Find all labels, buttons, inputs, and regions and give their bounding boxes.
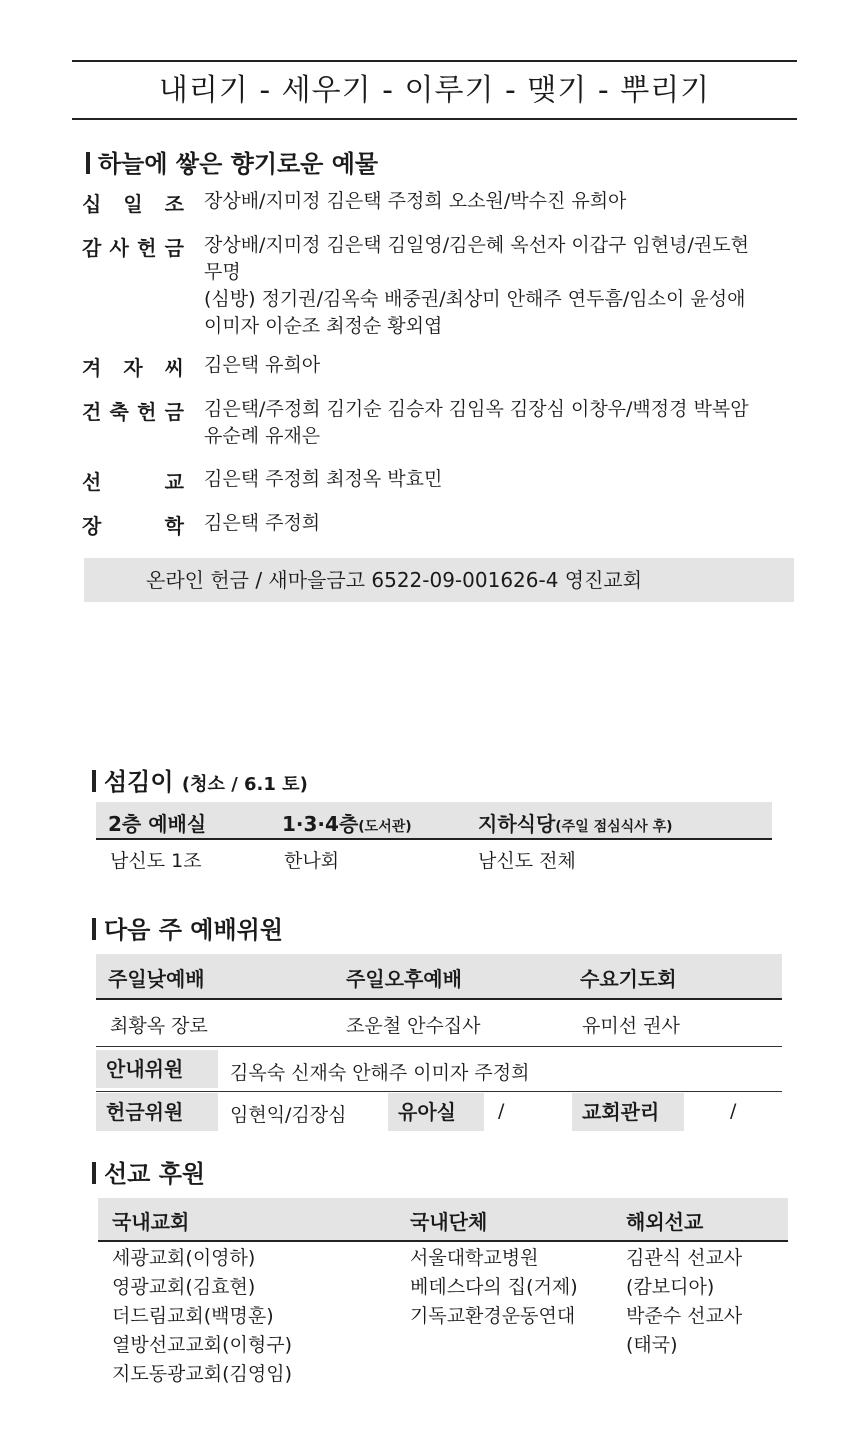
domestic-orgs-list — [410, 1244, 578, 1331]
mission-list-item: (캄보디아) — [626, 1276, 715, 1298]
mission-list-item: 지도동광교회(김영임) — [112, 1363, 293, 1385]
serving-header-rule — [96, 838, 772, 840]
offering-label-char: 학 — [164, 514, 184, 538]
offering-names-line: 김은택 주정희 최정옥 박효민 — [204, 468, 443, 490]
offering-label-char: 헌 — [137, 236, 157, 260]
offering-row-names — [204, 396, 749, 450]
header-sunday-afternoon: 주일오후예배 — [346, 967, 462, 991]
offering-label-char: 장 — [82, 514, 102, 538]
offering-label-char: 건 — [82, 400, 102, 424]
offering-label-char: 금 — [164, 236, 184, 260]
offering-row-label — [82, 510, 184, 539]
offering-committee-label: 헌금위원 — [96, 1093, 218, 1131]
online-offering-banner: 온라인 헌금 / 새마을금고 6522-09-001626-4 영진교회 — [84, 558, 794, 602]
motto-banner: 내리기 - 세우기 - 이루기 - 맺기 - 뿌리기 — [158, 73, 711, 108]
offering-label-char: 자 — [123, 356, 143, 380]
offering-row — [82, 510, 797, 539]
mission-list-item: 더드림교회(백명훈) — [112, 1305, 274, 1327]
offering-label-char: 감 — [82, 236, 102, 260]
mission-title-text: 선교 후원 — [104, 1160, 206, 1188]
header-overseas-mission: 해외선교 — [626, 1210, 704, 1234]
serving-value-floor134: 한나회 — [284, 850, 340, 872]
offering-title-text: 하늘에 쌓은 향기로운 예물 — [98, 150, 379, 178]
offering-label-char: 헌 — [137, 400, 157, 424]
section-bar-icon — [86, 152, 90, 174]
offering-row-names — [204, 352, 320, 381]
mission-list-item: 서울대학교병원 — [410, 1247, 539, 1269]
mission-list-item: 열방선교교회(이형구) — [112, 1334, 293, 1356]
nursery-value: / — [498, 1100, 505, 1122]
serving-value-floor2: 남신도 1조 — [110, 850, 202, 872]
serving-header-basement-sub: (주일 점심식사 후) — [555, 819, 673, 835]
next-week-header-rule — [96, 998, 782, 1000]
overseas-mission-list — [626, 1244, 742, 1360]
offering-row — [82, 466, 797, 495]
nursery-label: 유아실 — [388, 1093, 484, 1131]
section-bar-icon — [92, 770, 96, 792]
offering-names-line: 김은택 주정희 — [204, 512, 321, 534]
header-domestic-orgs: 국내단체 — [410, 1210, 488, 1234]
guide-value: 김옥숙 신재숙 안해주 이미자 주정희 — [230, 1062, 530, 1084]
offering-label-char: 십 — [82, 192, 102, 216]
next-week-row-rule-2 — [96, 1091, 782, 1092]
serving-value-basement: 남신도 전체 — [478, 850, 576, 872]
offering-row-label — [82, 188, 184, 217]
offering-row-names — [204, 466, 442, 495]
offering-committee-value: 임현익/김장심 — [230, 1104, 347, 1126]
mission-section-title — [92, 1154, 205, 1189]
offering-row — [82, 232, 797, 340]
offering-names-line: 김은택/주정희 김기순 김승자 김임옥 김장심 이창우/백정경 박복암 — [204, 398, 749, 420]
section-bar-icon — [92, 918, 96, 940]
mission-list-item: 김관식 선교사 — [626, 1247, 743, 1269]
offering-section-title — [86, 144, 378, 179]
offering-row-names — [204, 510, 320, 539]
offering-names-line: 장상배/지미정 김은택 주정희 오소원/박수진 유희아 — [204, 190, 627, 212]
mission-list-item: 박준수 선교사 — [626, 1305, 743, 1327]
church-admin-label: 교회관리 — [572, 1093, 684, 1131]
value-sunday-morning: 최황옥 장로 — [110, 1015, 208, 1037]
offering-names-line: 유순례 유재은 — [204, 425, 321, 447]
serving-title-text: 섬김이 — [104, 768, 174, 796]
offering-label-char: 씨 — [164, 356, 184, 380]
offering-row — [82, 352, 797, 381]
banner-bottom-rule — [72, 118, 797, 120]
mission-header-rule — [98, 1240, 788, 1242]
next-week-title-text: 다음 주 예배위원 — [104, 916, 283, 944]
value-sunday-afternoon: 조운철 안수집사 — [346, 1015, 481, 1037]
offering-label-char: 선 — [82, 470, 102, 494]
next-week-section-title — [92, 910, 283, 945]
offering-names-line: 장상배/지미정 김은택 김일영/김은혜 옥선자 이갑구 임현녕/권도현 — [204, 234, 749, 256]
offering-row-label — [82, 396, 184, 450]
offering-label-char: 일 — [123, 192, 143, 216]
header-sunday-morning: 주일낮예배 — [108, 967, 205, 991]
offering-row-label — [82, 466, 184, 495]
serving-header-basement-text: 지하식당 — [478, 812, 556, 836]
offering-row-label — [82, 352, 184, 381]
mission-list-item: 기독교환경운동연대 — [410, 1305, 576, 1327]
mission-list-item: 영광교회(김효현) — [112, 1276, 256, 1298]
mission-list-item: 베데스다의 집(거제) — [410, 1276, 578, 1298]
mission-list-item: 세광교회(이영하) — [112, 1247, 256, 1269]
offering-label-char: 축 — [109, 400, 129, 424]
mission-list-item: (태국) — [626, 1334, 678, 1356]
serving-header-floor134 — [282, 808, 412, 837]
serving-section-title — [92, 762, 308, 797]
serving-header-floor2-text: 2층 예배실 — [108, 812, 207, 836]
offering-label-char: 사 — [109, 236, 129, 260]
offering-row — [82, 188, 797, 217]
value-wednesday-prayer: 유미선 권사 — [582, 1015, 680, 1037]
top-rule — [72, 60, 797, 62]
domestic-churches-list — [112, 1244, 292, 1389]
offering-label-char: 금 — [164, 400, 184, 424]
section-bar-icon — [92, 1162, 96, 1184]
offering-row-names — [204, 232, 749, 340]
offering-names-line: (심방) 정기권/김옥숙 배중권/최상미 안해주 연두흠/임소이 윤성애 — [204, 288, 746, 310]
header-domestic-churches: 국내교회 — [112, 1210, 190, 1234]
offering-label-char: 겨 — [82, 356, 102, 380]
guide-label: 안내위원 — [96, 1050, 218, 1088]
next-week-row-rule — [96, 1046, 782, 1047]
church-admin-value: / — [730, 1100, 737, 1122]
header-wednesday-prayer: 수요기도회 — [580, 967, 677, 991]
offering-names-line: 무명 — [204, 261, 241, 283]
serving-header-floor2 — [108, 808, 206, 837]
offering-label-char: 교 — [164, 470, 184, 494]
offering-names-line: 이미자 이순조 최정순 황외엽 — [204, 315, 443, 337]
offering-row-names — [204, 188, 626, 217]
serving-subtitle: (청소 / 6.1 토) — [181, 774, 308, 795]
offering-label-char: 조 — [164, 192, 184, 216]
serving-header-floor134-text: 1·3·4층 — [282, 812, 359, 836]
offering-row-label — [82, 232, 184, 340]
serving-header-floor134-sub: (도서관) — [358, 819, 412, 835]
offering-row — [82, 396, 797, 450]
serving-header-basement — [478, 808, 673, 837]
offering-names-line: 김은택 유희아 — [204, 354, 321, 376]
